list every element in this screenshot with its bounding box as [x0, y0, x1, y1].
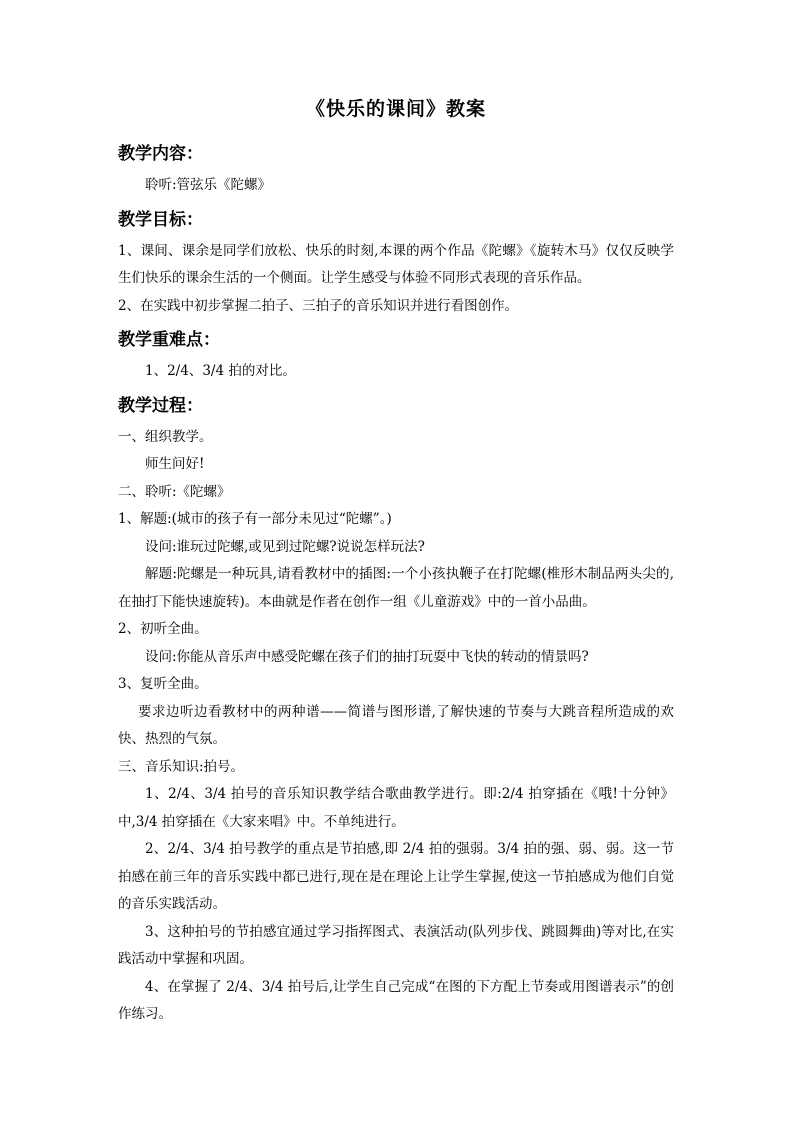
process-line: 2、2/4、3/4 拍号教学的重点是节拍感,即 2/4 拍的强弱。3/4 拍的强、弱、弱。这一节拍感在前三年的音乐实践中都已进行,现在是在理论上让学生掌握,使这一节拍感成为他们自觉的音乐实践活动。 — [118, 841, 674, 912]
process-line: 三、音乐知识:拍号。 — [118, 758, 245, 775]
section-heading-content: 教学内容： — [118, 144, 203, 164]
section-heading-goals: 教学目标： — [118, 209, 203, 230]
process-line: 解题:陀螺是一种玩具,请看教材中的插图:一个小孩执鞭子在打陀螺(椎形木制品两头尖的,在抽打下能快速旋转)。本曲就是作者在创作一组《儿童游戏》中的一首小品曲。 — [118, 566, 674, 610]
key-point-line: 1、2/4、3/4 拍的对比。 — [145, 363, 296, 379]
process-line: 二、聆听:《陀螺》 — [118, 483, 231, 500]
process-line: 师生问好! — [145, 456, 205, 472]
process-line: 1、2/4、3/4 拍号的音乐知识教学结合歌曲教学进行。即:2/4 拍穿插在《哦!十分钟》中,3/4 拍穿插在《大家来唱》中。不单纯进行。 — [118, 786, 674, 830]
process-line: 3、复听全曲。 — [118, 676, 208, 692]
goal-line: 2、在实践中初步掌握二拍子、三拍子的音乐知识并进行看图创作。 — [118, 297, 519, 314]
process-line: 设问:你能从音乐声中感受陀螺在孩子们的抽打玩耍中飞快的转动的情景吗? — [145, 648, 589, 665]
content-line: 聆听:管弦乐《陀螺》 — [145, 177, 272, 193]
goal-line: 1、课间、课余是同学们放松、快乐的时刻,本课的两个作品《陀螺》《旋转木马》仅仅反映学生们快乐的课余生活的一个侧面。让学生感受与体验不同形式表现的音乐作品。 — [118, 242, 674, 286]
process-line: 1、解题:(城市的孩子有一部分未见过“陀螺”。) — [118, 511, 392, 527]
process-line: 要求边听边看教材中的两种谱——简谱与图形谱,了解快速的节奏与大跳音程所造成的欢快、热烈的气氛。 — [118, 703, 674, 747]
document-title: 《快乐的课间》教案 — [305, 98, 486, 120]
process-line: 3、这种拍号的节拍感宜通过学习指挥图式、表演活动(队列步伐、跳圆舞曲)等对比,在实践活动中掌握和巩固。 — [118, 923, 674, 967]
process-line: 2、初听全曲。 — [118, 621, 208, 637]
section-heading-key-points: 教学重难点： — [118, 330, 220, 350]
section-heading-process: 教学过程： — [118, 395, 203, 416]
process-line: 设问:谁玩过陀螺,或见到过陀螺?说说怎样玩法? — [145, 538, 425, 555]
process-line: 4、在掌握了 2/4、3/4 拍号后,让学生自己完成“在图的下方配上节奏或用图谱表示”的创作练习。 — [118, 978, 674, 1022]
process-line: 一、组织教学。 — [118, 428, 213, 445]
